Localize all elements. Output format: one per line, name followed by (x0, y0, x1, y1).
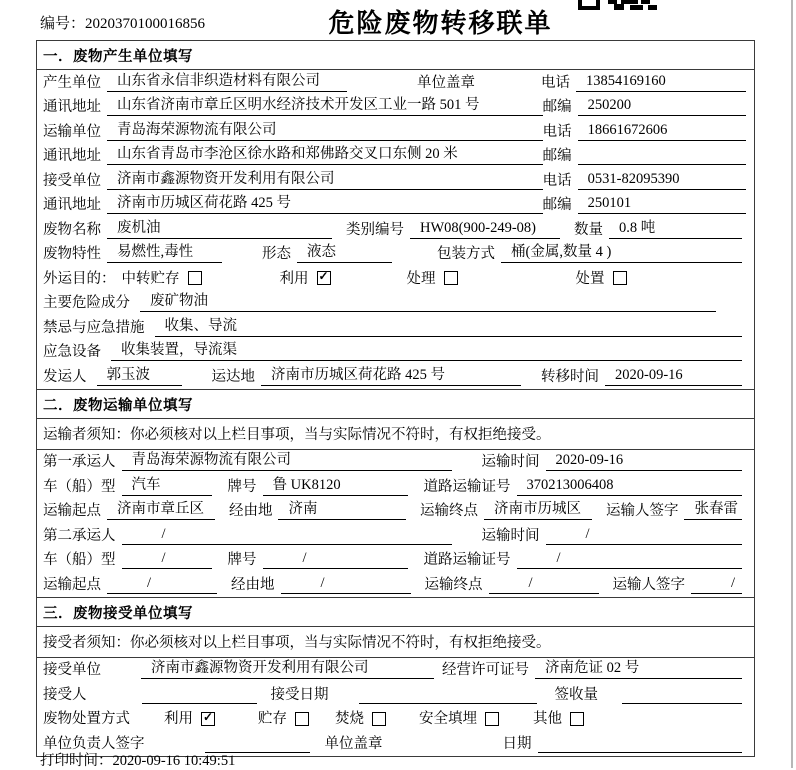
print-time-label: 打印时间： (40, 753, 113, 769)
checkbox-group (164, 711, 215, 728)
form-row (37, 682, 754, 707)
note-text: 运输者须知：你必须核对以上栏目事项，当与实际情况不符时，有权拒绝接受。 (43, 427, 551, 443)
serial-value: 2020370100016856 (85, 16, 206, 32)
form-section (37, 597, 754, 756)
field-value: / (107, 575, 217, 594)
static-text: 单位盖章 (324, 735, 383, 752)
field-value: 济南市历城区荷花路 425 号 (107, 195, 543, 214)
field-value: 250200 (578, 97, 746, 116)
form-row (37, 450, 754, 475)
field-label: 经由地 (228, 503, 273, 519)
field-value: / (517, 550, 743, 569)
field-label: 运输单位 (43, 123, 101, 140)
field-label: 运达地 (211, 368, 255, 385)
print-time (40, 749, 235, 770)
field-value: 济南市历城区荷花路 425 号 (261, 367, 521, 386)
print-time-value: 2020-09-16 10:49:51 (112, 753, 236, 769)
field-value: 370213006408 (517, 477, 743, 496)
form-row (37, 95, 754, 120)
checkbox-label: 贮存 (258, 711, 287, 727)
checkbox-unchecked-icon (570, 712, 584, 726)
form-row (37, 658, 754, 683)
field-label: 主要危险成分 (43, 295, 130, 311)
checkbox-group (258, 711, 309, 728)
form-section (37, 389, 754, 597)
field-label: 运输人签字 (605, 503, 679, 519)
field-label: 发运人 (43, 368, 87, 385)
field-label: 邮编 (542, 99, 572, 115)
field-label: 通讯地址 (43, 197, 101, 213)
note-row (37, 627, 754, 658)
form-row (37, 168, 754, 193)
field-label: 接受人 (43, 686, 87, 703)
field-label: 产生单位 (43, 74, 101, 91)
checkbox-unchecked-icon (485, 712, 499, 726)
field-label: 邮编 (542, 197, 572, 213)
field-value (578, 147, 746, 165)
section-header: 一．废物产生单位填写 (37, 41, 754, 70)
checkbox-unchecked-icon (188, 271, 202, 285)
field-label: 废物名称 (43, 221, 101, 238)
field-value: 废机油 (107, 220, 332, 239)
checkbox-group (280, 271, 331, 288)
field-label: 运输起点 (43, 576, 101, 593)
field-label: 运输终点 (424, 576, 483, 593)
checkbox-group (533, 711, 584, 728)
static-text: 单位盖章 (417, 74, 475, 91)
field-value: 18661672606 (578, 122, 746, 141)
field-label: 道路运输证号 (423, 552, 511, 568)
field-value: 液态 (297, 244, 392, 263)
form-row (37, 217, 754, 242)
checkbox-checked-icon (201, 712, 215, 726)
note-row (37, 419, 754, 450)
field-value: 250101 (578, 195, 746, 214)
field-value: 山东省济南市章丘区明水经济技术开发区工业一路 501 号 (107, 97, 543, 116)
field-label: 运输起点 (43, 503, 101, 519)
checkbox-unchecked-icon (295, 712, 309, 726)
form-section (37, 41, 754, 389)
note-text: 接受者须知：你必须核对以上栏目事项，当与实际情况不符时，有权拒绝接受。 (43, 635, 551, 651)
form-row (37, 70, 754, 95)
checkbox-group (122, 271, 202, 288)
form-row (37, 315, 754, 340)
field-value (622, 686, 742, 704)
checkbox-group (407, 271, 458, 288)
field-value: / (281, 575, 411, 594)
field-label: 电话 (542, 172, 572, 189)
field-value: 废矿物油 (140, 293, 716, 312)
field-label: 数量 (574, 221, 603, 238)
field-label: 废物处置方式 (43, 711, 130, 727)
field-label: 道路运输证号 (423, 478, 511, 495)
serial-label: 编号： (40, 16, 86, 32)
field-label: 经由地 (231, 576, 275, 593)
field-value: 0531-82095390 (578, 171, 746, 190)
qr-code-fragment (578, 0, 658, 10)
field-label: 包装方式 (437, 246, 495, 262)
form-table (36, 40, 755, 757)
field-value: 山东省青岛市李沧区徐水路和郑佛路交叉口东侧 20 米 (107, 146, 543, 165)
field-value: / (546, 526, 743, 545)
checkbox-unchecked-icon (372, 712, 386, 726)
field-value: / (489, 575, 599, 594)
form-row (37, 548, 754, 573)
field-value: 青岛海荣源物流有限公司 (107, 122, 543, 141)
checkbox-group (419, 711, 499, 728)
field-value: 2020-09-16 (605, 367, 742, 386)
checkbox-label: 中转贮存 (121, 270, 180, 287)
field-label: 通讯地址 (43, 148, 101, 164)
field-label: 车（船）型 (43, 478, 116, 495)
form-row (37, 266, 754, 291)
field-value: 汽车 (122, 477, 212, 496)
form-row (37, 474, 754, 499)
field-label: 接受日期 (270, 686, 329, 703)
field-label: 运输时间 (481, 527, 540, 544)
field-value (142, 686, 257, 704)
checkbox-label: 处理 (406, 270, 436, 287)
checkbox-checked-icon (317, 271, 331, 285)
form-row (37, 119, 754, 144)
field-value: 济南市鑫源物资开发利用有限公司 (141, 660, 434, 679)
field-label: 废物特性 (43, 246, 101, 262)
field-label: 类别编号 (346, 221, 404, 238)
form-row (37, 144, 754, 169)
checkbox-unchecked-icon (444, 271, 458, 285)
checkbox-unchecked-icon (613, 271, 627, 285)
field-value: 张春雷 (684, 501, 742, 520)
field-value: 山东省永信非织造材料有限公司 (107, 73, 347, 92)
field-value: 2020-09-16 (546, 452, 743, 471)
field-label: 接受单位 (43, 172, 101, 189)
form-row (37, 499, 754, 524)
section-header: 二．废物运输单位填写 (37, 390, 754, 419)
document-title: 危险废物转移联单 (328, 9, 553, 38)
field-label: 日期 (502, 735, 532, 752)
field-label: 签收量 (554, 686, 598, 703)
field-label: 转移时间 (541, 368, 599, 385)
field-value: 桶(金属,数量 4 ) (501, 244, 742, 263)
form-row (37, 291, 754, 316)
form-row (37, 364, 754, 389)
form-row (37, 340, 754, 365)
field-value: / (263, 550, 408, 569)
checkbox-label: 焚烧 (335, 711, 364, 727)
field-value (538, 735, 743, 753)
form-row (37, 523, 754, 548)
field-value: / (122, 526, 452, 545)
field-value: 济南市章丘区 (107, 501, 215, 520)
field-label: 单位负责人签字 (43, 735, 145, 752)
checkbox-label: 其他 (533, 711, 562, 727)
checkbox-label: 利用 (164, 711, 193, 727)
field-label: 通讯地址 (43, 99, 101, 115)
field-value (359, 686, 537, 704)
field-value: 易燃性,毒性 (107, 244, 222, 263)
checkbox-label: 处置 (575, 270, 605, 287)
field-value: / (122, 550, 212, 569)
field-label: 接受单位 (43, 662, 101, 678)
field-label: 牌号 (227, 552, 257, 568)
checkbox-group (335, 711, 386, 728)
field-label: 车（船）型 (43, 552, 116, 568)
page-edge-line (791, 0, 793, 768)
field-value: 13854169160 (576, 73, 746, 92)
field-value: 济南市鑫源物资开发利用有限公司 (107, 171, 543, 190)
field-label: 邮编 (542, 148, 572, 164)
field-label: 电话 (542, 123, 572, 140)
field-value: 青岛海荣源物流有限公司 (122, 452, 452, 471)
field-value: 收集、导流 (155, 318, 743, 337)
form-row (37, 242, 754, 267)
field-label: 电话 (541, 74, 570, 91)
field-value: / (691, 575, 742, 594)
field-value: 收集装置，导流渠 (111, 342, 742, 361)
checkbox-label: 安全填埋 (419, 711, 477, 727)
field-value: HW08(900-249-08) (410, 220, 560, 239)
field-label: 运输人签字 (612, 576, 685, 593)
field-value: 济南市历城区 (484, 501, 592, 520)
field-label: 外运目的： (43, 270, 116, 287)
form-row (37, 193, 754, 218)
field-value: 鲁 UK8120 (263, 477, 408, 496)
field-value: 济南危证 02 号 (535, 660, 742, 679)
field-label: 运输终点 (420, 503, 479, 519)
field-label: 形态 (262, 246, 291, 262)
field-value: 0.8 吨 (609, 220, 742, 239)
checkbox-group (576, 271, 627, 288)
checkbox-label: 利用 (279, 270, 309, 287)
field-label: 运输时间 (481, 454, 540, 470)
field-value: 济南 (278, 501, 406, 520)
field-value: 郭玉波 (97, 367, 182, 386)
field-label: 第一承运人 (43, 454, 116, 470)
section-header: 三．废物接受单位填写 (37, 598, 754, 627)
field-label: 第二承运人 (43, 527, 116, 544)
field-label: 经营许可证号 (442, 662, 529, 678)
field-label: 应急设备 (43, 344, 101, 360)
form-row (37, 707, 754, 732)
field-label: 牌号 (227, 478, 257, 495)
form-row (37, 572, 754, 597)
field-label: 禁忌与应急措施 (43, 319, 145, 336)
